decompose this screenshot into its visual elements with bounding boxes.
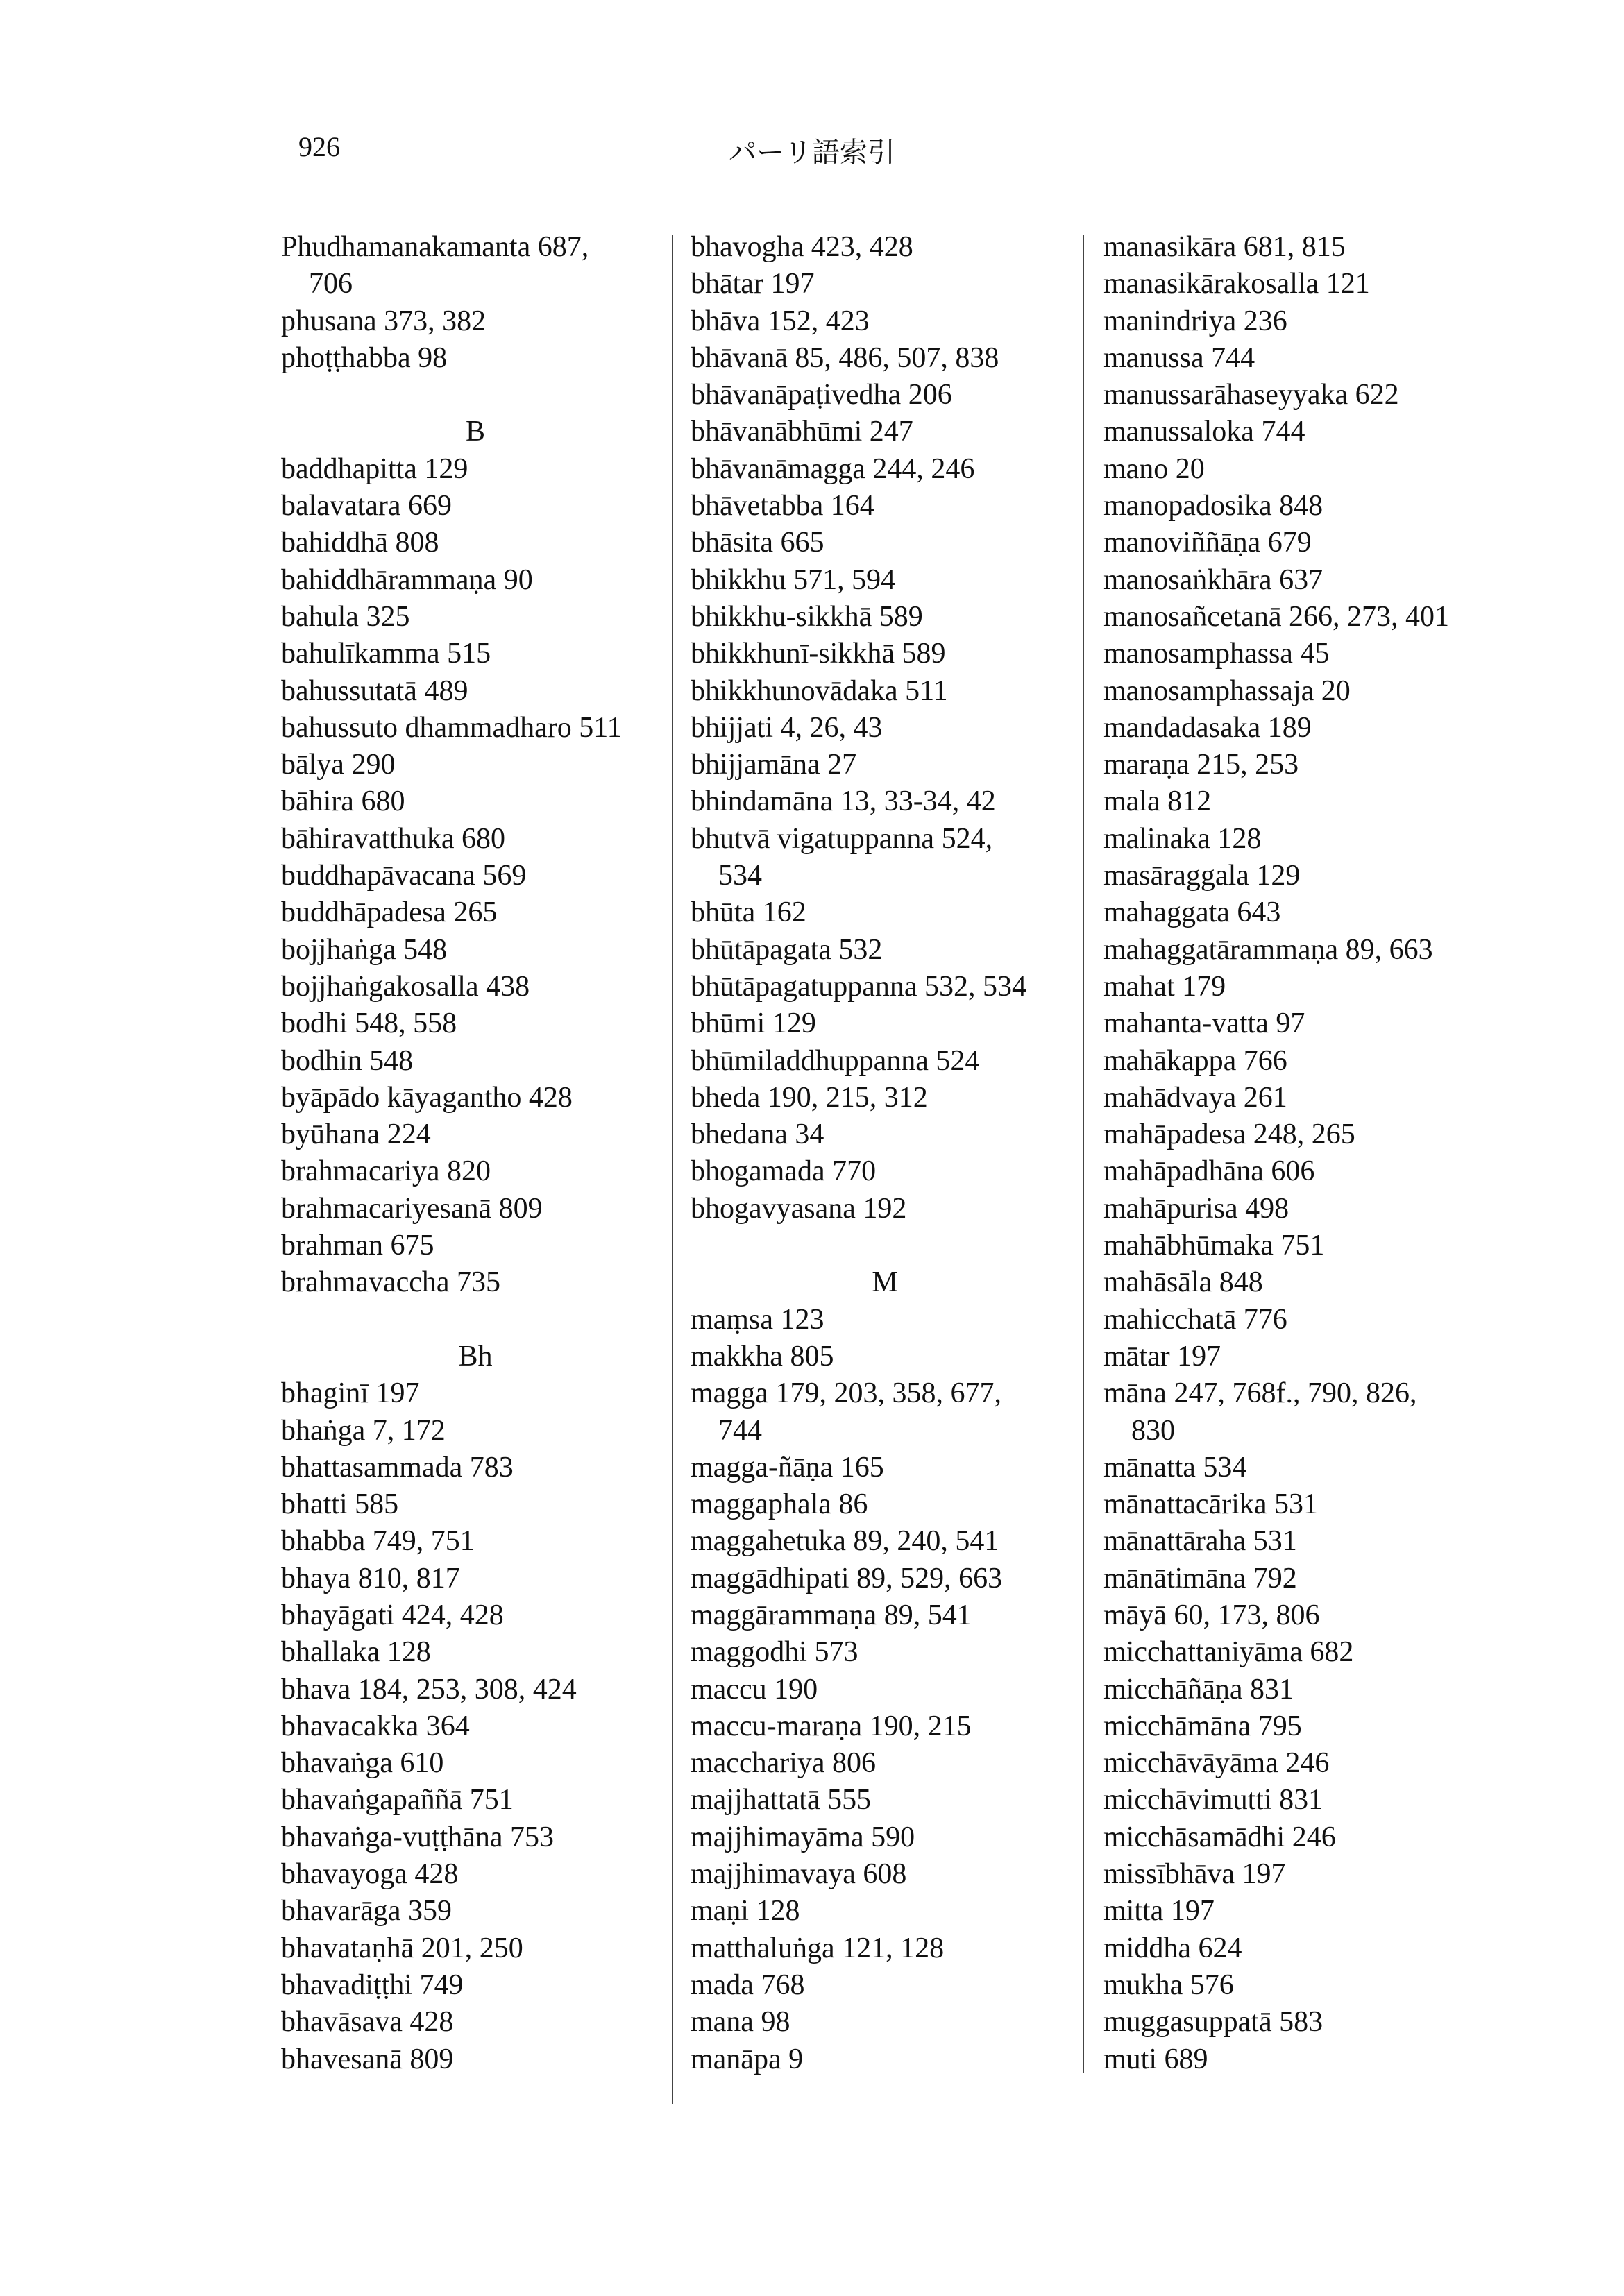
index-entry: bhūta 162 [691, 896, 806, 929]
index-entry: mahābhūmaka 751 [1103, 1230, 1325, 1262]
index-entry: bahiddhā 808 [281, 527, 439, 559]
spacer [281, 377, 670, 414]
index-column-1 [281, 229, 670, 2078]
index-entry: bhutvā vigatuppanna 524, [691, 822, 993, 855]
index-entry: phusana 373, 382 [281, 305, 487, 337]
index-entry: bhikkhunovādaka 511 [691, 674, 948, 707]
index-entry: bhindamāna 13, 33-34, 42 [691, 785, 996, 818]
index-entry: bhūtāpagata 532 [691, 933, 883, 966]
index-entry: bahussutatā 489 [281, 674, 468, 707]
index-entry: bhāvanābhūmi 247 [691, 416, 913, 448]
index-entry: macchariya 806 [691, 1747, 877, 1780]
index-entry: micchāsamādhi 246 [1103, 1821, 1336, 1853]
index-entry: bhava 184, 253, 308, 424 [281, 1673, 577, 1706]
index-entry: maggārammaṇa 89, 541 [691, 1599, 972, 1631]
index-entry: bhūtāpagatuppanna 532, 534 [691, 970, 1027, 1003]
index-entry: bojjhaṅgakosalla 438 [281, 970, 530, 1003]
index-entry: bhavogha 423, 428 [691, 231, 913, 263]
section-heading: B [465, 416, 485, 448]
index-entry: maccu-maraṇa 190, 215 [691, 1710, 972, 1742]
index-entry: maggahetuka 89, 240, 541 [691, 1525, 999, 1558]
index-entry: bhātar 197 [691, 268, 815, 300]
index-entry: manoviññāṇa 679 [1103, 527, 1312, 559]
index-entry: bhavaṅga 610 [281, 1747, 444, 1780]
index-entry: mahicchatā 776 [1103, 1303, 1287, 1336]
index-entry: mano 20 [1103, 452, 1205, 485]
index-entry: majjhattatā 555 [691, 1784, 872, 1817]
index-entry: bhavāsava 428 [281, 2006, 454, 2039]
index-entry: bojjhaṅga 548 [281, 933, 448, 966]
index-entry: mahādvaya 261 [1103, 1081, 1287, 1114]
index-entry: manussaloka 744 [1103, 416, 1305, 448]
page-number: 926 [298, 131, 340, 162]
index-entry: maggādhipati 89, 529, 663 [691, 1562, 1003, 1595]
index-entry: masāraggala 129 [1103, 860, 1301, 892]
index-entry: bhaginī 197 [281, 1377, 420, 1410]
index-entry: bhaṅga 7, 172 [281, 1414, 446, 1447]
index-entry: mandadasaka 189 [1103, 711, 1312, 744]
index-entry: bālya 290 [281, 749, 396, 781]
index-column-3 [1103, 229, 1492, 2078]
index-entry: bhikkhu-sikkhā 589 [691, 600, 923, 633]
index-entry: māyā 60, 173, 806 [1103, 1599, 1320, 1631]
index-entry: brahmacariyesanā 809 [281, 1192, 543, 1225]
index-entry: micchāvimutti 831 [1103, 1784, 1323, 1817]
index-entry: manopadosika 848 [1103, 490, 1323, 522]
index-entry: maggaphala 86 [691, 1488, 868, 1521]
index-entry: buddhapāvacana 569 [281, 860, 527, 892]
index-entry: muggasuppatā 583 [1103, 2006, 1323, 2039]
index-entry: bhūmi 129 [691, 1007, 816, 1040]
index-entry: manosañcetanā 266, 273, 401 [1103, 600, 1450, 633]
index-entry: bhikkhu 571, 594 [691, 563, 896, 596]
index-entry: micchāvāyāma 246 [1103, 1747, 1330, 1780]
index-entry: manasikāra 681, 815 [1103, 231, 1346, 263]
index-entry: bhavaṅgapaññā 751 [281, 1784, 514, 1817]
index-entry: micchāñāṇa 831 [1103, 1673, 1294, 1706]
index-entry: mahanta-vatta 97 [1103, 1007, 1305, 1040]
running-title: パーリ語索引 [729, 137, 895, 169]
index-entry: missībhāva 197 [1103, 1858, 1286, 1891]
index-entry: brahman 675 [281, 1230, 434, 1262]
index-entry: mahāpurisa 498 [1103, 1192, 1289, 1225]
index-entry: mānattāraha 531 [1103, 1525, 1297, 1558]
index-entry: bhāvetabba 164 [691, 490, 874, 522]
spacer [691, 1227, 1079, 1264]
index-entry: bahiddhārammaṇa 90 [281, 563, 533, 596]
index-entry: manosamphassaja 20 [1103, 674, 1351, 707]
section-heading: Bh [458, 1340, 493, 1372]
index-entry: baddhapitta 129 [281, 452, 468, 485]
index-entry: mitta 197 [1103, 1895, 1215, 1928]
index-entry: manosaṅkhāra 637 [1103, 563, 1323, 596]
index-entry: bāhira 680 [281, 785, 405, 818]
index-entry: bhedana 34 [691, 1119, 824, 1151]
index-entry: phoṭṭhabba 98 [281, 341, 448, 374]
index-entry: bhavataṇhā 201, 250 [281, 1932, 523, 1964]
index-entry: bhijjamāna 27 [691, 749, 857, 781]
index-entry: bhijjati 4, 26, 43 [691, 711, 883, 744]
index-entry: bhabba 749, 751 [281, 1525, 475, 1558]
index-entry: magga-ñāṇa 165 [691, 1451, 884, 1483]
index-entry: bhavaṅga-vuṭṭhāna 753 [281, 1821, 555, 1853]
index-entry: mātar 197 [1103, 1340, 1221, 1372]
index-entry: bhāvanāpaṭivedha 206 [691, 379, 952, 411]
index-entry: manasikārakosalla 121 [1103, 268, 1370, 300]
index-entry: bhavacakka 364 [281, 1710, 470, 1742]
index-entry: bhāvanā 85, 486, 507, 838 [691, 341, 999, 374]
index-entry: bhāva 152, 423 [691, 305, 870, 337]
index-entry: majjhimayāma 590 [691, 1821, 915, 1853]
index-entry: Phudhamanakamanta 687, [281, 231, 589, 263]
index-entry: magga 179, 203, 358, 677, [691, 1377, 1001, 1410]
index-entry: mahākappa 766 [1103, 1044, 1287, 1077]
spacer [281, 1302, 670, 1338]
index-entry: maṇi 128 [691, 1895, 800, 1928]
index-entry: bhayāgati 424, 428 [281, 1599, 504, 1631]
index-entry: manussarāhaseyyaka 622 [1103, 379, 1399, 411]
column-divider [1083, 235, 1084, 2073]
index-entry: mana 98 [691, 2006, 790, 2039]
index-entry: bahulīkamma 515 [281, 638, 491, 670]
index-entry: balavatara 669 [281, 490, 452, 522]
index-entry: bāhiravatthuka 680 [281, 822, 506, 855]
index-entry: bhaya 810, 817 [281, 1562, 460, 1595]
index-entry: manosamphassa 45 [1103, 638, 1330, 670]
index-entry: buddhāpadesa 265 [281, 896, 498, 929]
index-entry: bhūmiladdhuppanna 524 [691, 1044, 980, 1077]
index-entry: matthaluṅga 121, 128 [691, 1932, 945, 1964]
index-entry-continuation: 744 [718, 1414, 762, 1447]
index-entry: manāpa 9 [691, 2043, 804, 2075]
index-entry: micchattaniyāma 682 [1103, 1636, 1354, 1669]
index-entry: bhogavyasana 192 [691, 1192, 907, 1225]
index-entry: bhogamada 770 [691, 1155, 877, 1188]
index-entry: māna 247, 768f., 790, 826, [1103, 1377, 1417, 1410]
index-entry: byūhana 224 [281, 1119, 431, 1151]
index-column-2 [691, 229, 1079, 2078]
index-entry: manindriya 236 [1103, 305, 1287, 337]
index-entry: byāpādo kāyagantho 428 [281, 1081, 573, 1114]
index-entry: mahāsāla 848 [1103, 1266, 1263, 1299]
index-entry-continuation: 830 [1131, 1414, 1175, 1447]
index-entry: mahaggatārammaṇa 89, 663 [1103, 933, 1433, 966]
index-entry: maṃsa 123 [691, 1303, 824, 1336]
index-entry: bhavadiṭṭhi 749 [281, 1968, 464, 2001]
index-entry: bahussuto dhammadharo 511 [281, 711, 622, 744]
index-entry: mānātimāna 792 [1103, 1562, 1297, 1595]
index-entry: mānattacārika 531 [1103, 1488, 1319, 1521]
index-entry: mahaggata 643 [1103, 896, 1281, 929]
index-entry: bhāsita 665 [691, 527, 824, 559]
index-entry: bhavesanā 809 [281, 2043, 454, 2075]
index-entry: bahula 325 [281, 600, 410, 633]
index-entry: maggodhi 573 [691, 1636, 858, 1669]
section-heading: M [872, 1266, 898, 1299]
index-entry: makkha 805 [691, 1340, 834, 1372]
index-entry: muti 689 [1103, 2043, 1208, 2075]
index-entry: mahāpadhāna 606 [1103, 1155, 1315, 1188]
index-entry: bhallaka 128 [281, 1636, 431, 1669]
index-entry: majjhimavaya 608 [691, 1858, 907, 1891]
index-entry-continuation: 534 [718, 860, 762, 892]
index-entry: maraṇa 215, 253 [1103, 749, 1299, 781]
index-entry: bhatti 585 [281, 1488, 399, 1521]
index-entry: mada 768 [691, 1968, 805, 2001]
index-entry: brahmacariya 820 [281, 1155, 491, 1188]
index-entry: bhavarāga 359 [281, 1895, 452, 1928]
index-entry: mukha 576 [1103, 1968, 1234, 2001]
index-entry: maccu 190 [691, 1673, 818, 1706]
index-entry: mahat 179 [1103, 970, 1226, 1003]
index-entry: bodhin 548 [281, 1044, 414, 1077]
column-divider [672, 235, 673, 2104]
index-entry: bhattasammada 783 [281, 1451, 514, 1483]
index-entry: malinaka 128 [1103, 822, 1262, 855]
index-entry: bodhi 548, 558 [281, 1007, 457, 1040]
index-entry: mānatta 534 [1103, 1451, 1247, 1483]
index-entry: brahmavaccha 735 [281, 1266, 501, 1299]
index-entry: middha 624 [1103, 1932, 1242, 1964]
index-entry: bhavayoga 428 [281, 1858, 459, 1891]
index-entry: mala 812 [1103, 785, 1212, 818]
index-entry: manussa 744 [1103, 341, 1255, 374]
index-entry: bhāvanāmagga 244, 246 [691, 452, 975, 485]
index-entry: micchāmāna 795 [1103, 1710, 1302, 1742]
index-entry: bhikkhunī-sikkhā 589 [691, 638, 946, 670]
index-entry: mahāpadesa 248, 265 [1103, 1119, 1355, 1151]
index-entry: bheda 190, 215, 312 [691, 1081, 928, 1114]
index-entry-continuation: 706 [309, 268, 353, 300]
